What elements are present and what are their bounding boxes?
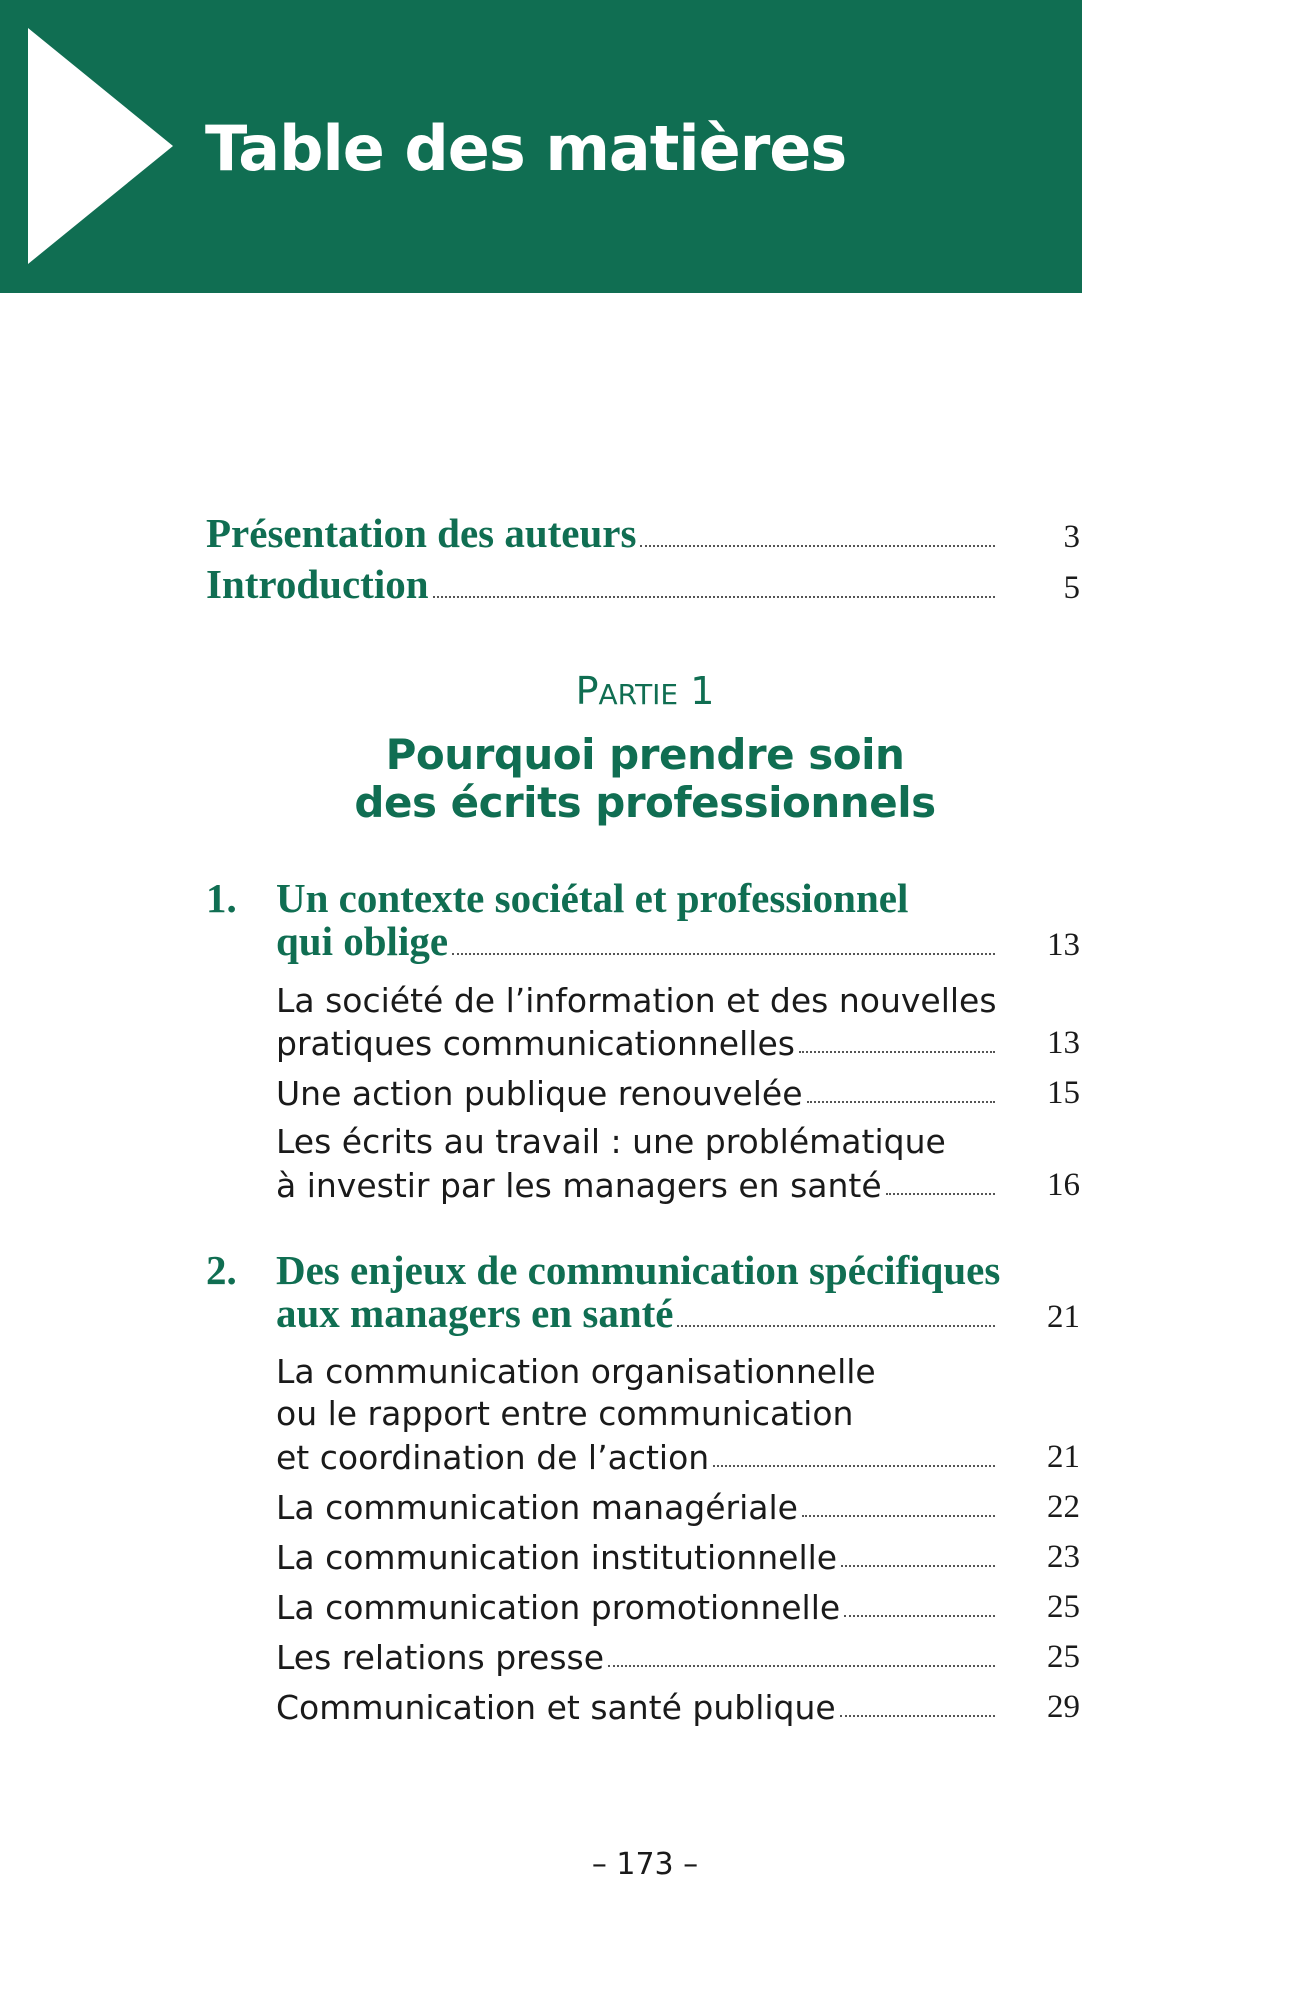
toc-section[interactable] — [0, 1632, 1299, 1680]
dot-leader — [886, 1193, 995, 1195]
section-title-line: La communication organisationnelle — [276, 1352, 876, 1391]
toc-entry-label: La communication institutionnelle — [276, 1538, 838, 1577]
dot-leader — [640, 545, 995, 547]
toc-entry-label: qui oblige — [276, 918, 449, 964]
dot-leader — [807, 1101, 995, 1103]
toc-section[interactable] — [0, 1068, 1299, 1116]
section-title-line: La société de l’information et des nouvelles — [276, 981, 997, 1020]
dot-leader — [840, 1715, 995, 1717]
toc-entry-introduction[interactable] — [0, 563, 1299, 611]
dot-leader — [844, 1615, 995, 1617]
dot-leader — [608, 1665, 995, 1667]
toc-entry-page: 22 — [1047, 1489, 1080, 1525]
toc-entry-page: 29 — [1047, 1689, 1080, 1725]
toc-entry-label: La communication managériale — [276, 1488, 798, 1527]
toc-section[interactable] — [0, 1482, 1299, 1530]
toc-entry-label: La communication promotionnelle — [276, 1588, 841, 1627]
toc-entry-page: 15 — [1047, 1075, 1080, 1111]
chapter-number: 1. — [206, 875, 237, 921]
toc-entry-page: 25 — [1047, 1639, 1080, 1675]
dot-leader — [802, 1515, 995, 1517]
toc-section[interactable] — [0, 1682, 1299, 1730]
toc-section[interactable] — [0, 1160, 1299, 1208]
dot-leader — [452, 953, 995, 955]
toc-section[interactable] — [0, 1532, 1299, 1580]
dot-leader — [799, 1051, 995, 1053]
toc-entry-label: aux managers en santé — [276, 1290, 674, 1336]
toc-entry-page: 5 — [1063, 570, 1080, 606]
toc-entry-page: 16 — [1047, 1167, 1080, 1203]
chapter-title-line: Un contexte sociétal et professionnel — [276, 875, 909, 921]
section-title-line: Les écrits au travail : une problématique — [276, 1122, 946, 1161]
toc-section[interactable] — [0, 1018, 1299, 1066]
header-banner — [0, 0, 1082, 293]
toc-chapter-1[interactable] — [0, 920, 1299, 968]
page-title: Table des matières — [205, 112, 847, 185]
toc-entry-label: Les relations presse — [276, 1638, 605, 1677]
toc-entry-label: et coordination de l’action — [276, 1438, 710, 1477]
part-label-number: 1 — [690, 669, 715, 713]
dot-leader — [433, 596, 995, 598]
toc-entry-page: 13 — [1047, 1025, 1080, 1061]
toc-entry-label: Une action publique renouvelée — [276, 1074, 803, 1113]
toc-entry-page: 25 — [1047, 1589, 1080, 1625]
toc-entry-page: 3 — [1063, 519, 1080, 555]
part-title-line-2: des écrits professionnels — [354, 778, 936, 827]
play-arrow-icon — [28, 28, 176, 264]
toc-entry-page: 21 — [1047, 1299, 1080, 1335]
part-label-rest: ARTIE — [598, 678, 679, 711]
toc-entry-label: à investir par les managers en santé — [276, 1166, 882, 1205]
toc-section[interactable] — [0, 1432, 1299, 1480]
page-number: – 173 – — [591, 1847, 699, 1882]
toc-entry-authors[interactable] — [0, 512, 1299, 560]
chapter-title-line: Des enjeux de communication spécifiques — [276, 1247, 1001, 1293]
part-title-line-1: Pourquoi prendre soin — [385, 730, 905, 779]
dot-leader — [677, 1325, 995, 1327]
part-label — [0, 669, 1290, 713]
toc-entry-label: Introduction — [206, 561, 429, 607]
toc-entry-page: 13 — [1047, 927, 1080, 963]
section-title-line: ou le rapport entre communication — [276, 1394, 854, 1433]
toc-entry-page: 21 — [1047, 1439, 1080, 1475]
dot-leader — [713, 1465, 995, 1467]
toc-entry-label: Présentation des auteurs — [206, 510, 637, 556]
toc-chapter-2[interactable] — [0, 1292, 1299, 1340]
part-label-initial: P — [575, 669, 599, 713]
toc-entry-label: Communication et santé publique — [276, 1688, 836, 1727]
toc-entry-label: pratiques communicationnelles — [276, 1024, 795, 1063]
toc-entry-page: 23 — [1047, 1539, 1080, 1575]
dot-leader — [841, 1565, 995, 1567]
chapter-number: 2. — [206, 1247, 237, 1293]
toc-section[interactable] — [0, 1582, 1299, 1630]
